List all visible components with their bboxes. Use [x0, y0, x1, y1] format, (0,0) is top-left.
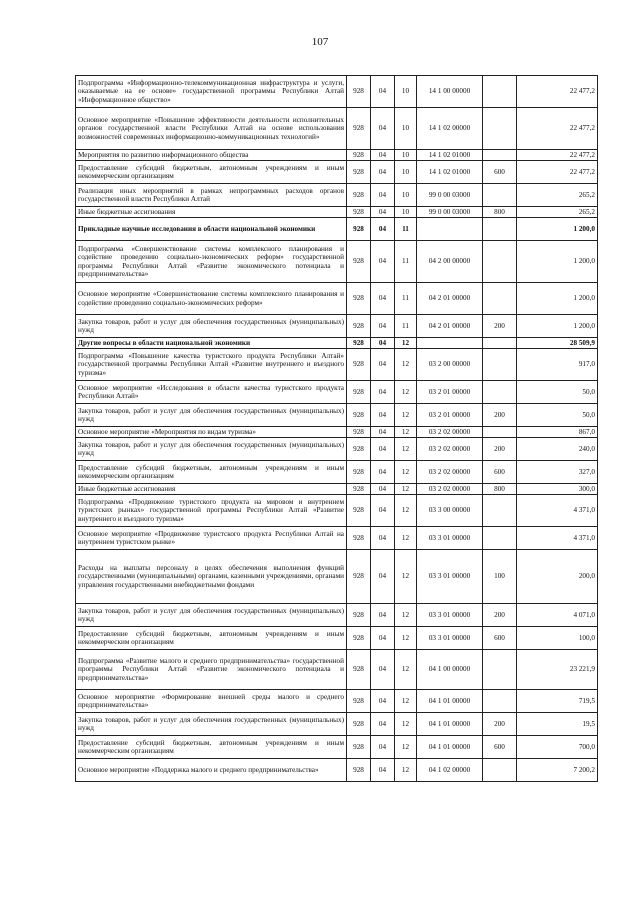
- cell-section-code: 04: [371, 150, 395, 161]
- cell-section-code: 04: [371, 604, 395, 627]
- cell-target-article: 03 2 02 00000: [417, 461, 483, 484]
- cell-department-code: 928: [347, 404, 371, 427]
- cell-section-code: 04: [371, 381, 395, 404]
- cell-subsection-code: 10: [395, 108, 417, 150]
- cell-amount: 867,0: [517, 427, 598, 438]
- cell-section-code: 04: [371, 527, 395, 550]
- table-row: [76, 338, 598, 349]
- cell-subsection-code: 12: [395, 349, 417, 381]
- cell-description: Подпрограмма «Продвижение туристского продукта на мировом и внутреннем туристских рынках» государственной программы Республики Алтай «Развитие внутреннего и въездного туризма»: [76, 495, 347, 527]
- table-row: [76, 381, 598, 404]
- cell-department-code: 928: [347, 690, 371, 713]
- table-row: [76, 759, 598, 782]
- cell-target-article: [417, 338, 483, 349]
- cell-department-code: 928: [347, 241, 371, 283]
- cell-expense-type: [483, 150, 517, 161]
- cell-subsection-code: 12: [395, 381, 417, 404]
- cell-description: Закупка товаров, работ и услуг для обеспечения государственных (муниципальных) нужд: [76, 713, 347, 736]
- cell-expense-type: [483, 283, 517, 315]
- cell-subsection-code: 10: [395, 207, 417, 218]
- cell-description: Расходы на выплаты персоналу в целях обеспечения выполнения функций государственными (муниципальными) органами, казенными учреждениями, органами управления государственными внебюджетными фондами: [76, 550, 347, 604]
- cell-subsection-code: 12: [395, 427, 417, 438]
- cell-department-code: 928: [347, 108, 371, 150]
- cell-subsection-code: 12: [395, 495, 417, 527]
- table-row: [76, 495, 598, 527]
- budget-table-body: [76, 76, 598, 782]
- cell-description: Предоставление субсидий бюджетным, автономным учреждениям и иным некоммерческим организациям: [76, 627, 347, 650]
- cell-expense-type: [483, 108, 517, 150]
- table-row: [76, 690, 598, 713]
- cell-subsection-code: 12: [395, 690, 417, 713]
- cell-target-article: 03 3 00 00000: [417, 495, 483, 527]
- cell-section-code: 04: [371, 759, 395, 782]
- cell-amount: 22 477,2: [517, 150, 598, 161]
- cell-target-article: 14 1 02 01000: [417, 161, 483, 184]
- table-row: [76, 161, 598, 184]
- cell-description: Подпрограмма «Информационно-телекоммуникационная инфраструктура и услуги, оказываемые на ее основе» государственной программы Республики Алтай «Информационное общество»: [76, 76, 347, 108]
- table-row: [76, 604, 598, 627]
- cell-subsection-code: 12: [395, 438, 417, 461]
- cell-target-article: 04 2 00 00000: [417, 241, 483, 283]
- budget-table: [75, 75, 598, 782]
- cell-subsection-code: 11: [395, 241, 417, 283]
- cell-department-code: 928: [347, 427, 371, 438]
- cell-amount: 719,5: [517, 690, 598, 713]
- table-row: [76, 650, 598, 690]
- cell-section-code: 04: [371, 161, 395, 184]
- cell-description: Подпрограмма «Развитие малого и среднего предпринимательства» государственной программы Республики Алтай «Развитие экономического потенциала и предпринимательства»: [76, 650, 347, 690]
- cell-description: Другие вопросы в области национальной экономики: [76, 338, 347, 349]
- cell-amount: 1 200,0: [517, 241, 598, 283]
- cell-target-article: 03 2 01 00000: [417, 404, 483, 427]
- table-row: [76, 207, 598, 218]
- cell-description: Предоставление субсидий бюджетным, автономным учреждениям и иным некоммерческим организациям: [76, 736, 347, 759]
- cell-subsection-code: 10: [395, 76, 417, 108]
- cell-expense-type: 800: [483, 484, 517, 495]
- cell-amount: 19,5: [517, 713, 598, 736]
- cell-section-code: 04: [371, 550, 395, 604]
- cell-amount: 1 200,0: [517, 218, 598, 241]
- cell-description: Основное мероприятие «Повышение эффективности деятельности исполнительных органов государственной власти Республики Алтай на основе использования возможностей современных информационно-коммуникационных технологий»: [76, 108, 347, 150]
- cell-amount: 1 200,0: [517, 315, 598, 338]
- cell-expense-type: 600: [483, 736, 517, 759]
- cell-target-article: 03 2 00 00000: [417, 349, 483, 381]
- cell-expense-type: [483, 218, 517, 241]
- cell-department-code: 928: [347, 495, 371, 527]
- cell-target-article: 04 1 01 00000: [417, 690, 483, 713]
- cell-target-article: 99 0 00 03000: [417, 184, 483, 207]
- cell-expense-type: 200: [483, 404, 517, 427]
- cell-expense-type: 100: [483, 550, 517, 604]
- cell-section-code: 04: [371, 736, 395, 759]
- cell-subsection-code: 11: [395, 315, 417, 338]
- cell-description: Основное мероприятие «Совершенствование системы комплексного планирования и содействие проведению социально-экономических реформ»: [76, 283, 347, 315]
- cell-description: Закупка товаров, работ и услуг для обеспечения государственных (муниципальных) нужд: [76, 404, 347, 427]
- cell-department-code: 928: [347, 76, 371, 108]
- cell-subsection-code: 12: [395, 627, 417, 650]
- table-row: [76, 349, 598, 381]
- cell-target-article: 03 3 01 00000: [417, 627, 483, 650]
- page-number: 107: [311, 36, 329, 48]
- table-row: [76, 404, 598, 427]
- cell-description: Реализация иных мероприятий в рамках непрограммных расходов органов государственной власти Республики Алтай: [76, 184, 347, 207]
- cell-amount: 4 071,0: [517, 604, 598, 627]
- cell-department-code: 928: [347, 349, 371, 381]
- cell-expense-type: 200: [483, 438, 517, 461]
- cell-expense-type: [483, 184, 517, 207]
- cell-section-code: 04: [371, 108, 395, 150]
- cell-description: Иные бюджетные ассигнования: [76, 207, 347, 218]
- table-row: [76, 76, 598, 108]
- cell-target-article: 03 2 02 00000: [417, 427, 483, 438]
- cell-department-code: 928: [347, 315, 371, 338]
- table-row: [76, 150, 598, 161]
- cell-section-code: 04: [371, 338, 395, 349]
- cell-department-code: 928: [347, 604, 371, 627]
- cell-amount: 917,0: [517, 349, 598, 381]
- cell-description: Закупка товаров, работ и услуг для обеспечения государственных (муниципальных) нужд: [76, 438, 347, 461]
- cell-amount: 22 477,2: [517, 76, 598, 108]
- cell-description: Подпрограмма «Повышение качества туристского продукта Республики Алтай» государственной программы Республики Алтай «Развитие внутреннего и въездного туризма»: [76, 349, 347, 381]
- cell-subsection-code: 12: [395, 461, 417, 484]
- table-row: [76, 283, 598, 315]
- cell-section-code: 04: [371, 241, 395, 283]
- cell-section-code: 04: [371, 315, 395, 338]
- cell-description: Предоставление субсидий бюджетным, автономным учреждениям и иным некоммерческим организациям: [76, 161, 347, 184]
- cell-subsection-code: 12: [395, 404, 417, 427]
- cell-target-article: 03 2 02 00000: [417, 484, 483, 495]
- cell-description: Прикладные научные исследования в области национальной экономики: [76, 218, 347, 241]
- cell-expense-type: [483, 427, 517, 438]
- cell-department-code: 928: [347, 381, 371, 404]
- table-row: [76, 713, 598, 736]
- cell-target-article: 14 1 02 01000: [417, 150, 483, 161]
- cell-section-code: 04: [371, 627, 395, 650]
- table-row: [76, 461, 598, 484]
- cell-amount: 22 477,2: [517, 108, 598, 150]
- cell-target-article: 03 2 01 00000: [417, 381, 483, 404]
- cell-description: Основное мероприятие «Продвижение туристского продукта Республики Алтай на внутреннем туристском рынке»: [76, 527, 347, 550]
- cell-subsection-code: 12: [395, 759, 417, 782]
- cell-department-code: 928: [347, 650, 371, 690]
- cell-department-code: 928: [347, 438, 371, 461]
- cell-department-code: 928: [347, 713, 371, 736]
- cell-target-article: 99 0 00 03000: [417, 207, 483, 218]
- cell-target-article: 03 3 01 00000: [417, 527, 483, 550]
- cell-target-article: [417, 218, 483, 241]
- cell-description: Мероприятия по развитию информационного общества: [76, 150, 347, 161]
- cell-amount: 4 371,0: [517, 495, 598, 527]
- cell-department-code: 928: [347, 283, 371, 315]
- cell-section-code: 04: [371, 218, 395, 241]
- cell-target-article: 14 1 02 00000: [417, 108, 483, 150]
- cell-expense-type: 600: [483, 461, 517, 484]
- cell-target-article: 04 1 01 00000: [417, 736, 483, 759]
- cell-department-code: 928: [347, 150, 371, 161]
- cell-target-article: 04 1 01 00000: [417, 713, 483, 736]
- cell-description: Основное мероприятие «Поддержка малого и среднего предпринимательства»: [76, 759, 347, 782]
- cell-section-code: 04: [371, 76, 395, 108]
- cell-department-code: 928: [347, 759, 371, 782]
- cell-expense-type: 200: [483, 713, 517, 736]
- table-row: [76, 627, 598, 650]
- cell-amount: 265,2: [517, 207, 598, 218]
- cell-section-code: 04: [371, 404, 395, 427]
- cell-expense-type: [483, 495, 517, 527]
- cell-expense-type: 800: [483, 207, 517, 218]
- cell-description: Закупка товаров, работ и услуг для обеспечения государственных (муниципальных) нужд: [76, 315, 347, 338]
- cell-expense-type: 600: [483, 161, 517, 184]
- cell-amount: 23 221,9: [517, 650, 598, 690]
- table-row: [76, 315, 598, 338]
- cell-subsection-code: 11: [395, 218, 417, 241]
- cell-target-article: 04 1 00 00000: [417, 650, 483, 690]
- table-row: [76, 108, 598, 150]
- cell-subsection-code: 10: [395, 161, 417, 184]
- cell-section-code: 04: [371, 650, 395, 690]
- cell-section-code: 04: [371, 427, 395, 438]
- cell-expense-type: [483, 650, 517, 690]
- table-row: [76, 218, 598, 241]
- cell-department-code: 928: [347, 527, 371, 550]
- table-row: [76, 527, 598, 550]
- cell-description: Подпрограмма «Совершенствование системы комплексного планирования и содействие проведению социально-экономических реформ» государственной программы Республики Алтай «Развитие экономического потенциала и предпринимательства»: [76, 241, 347, 283]
- cell-description: Основное мероприятие «Мероприятия по видам туризма»: [76, 427, 347, 438]
- cell-expense-type: [483, 241, 517, 283]
- table-row: [76, 484, 598, 495]
- cell-section-code: 04: [371, 461, 395, 484]
- cell-department-code: 928: [347, 338, 371, 349]
- cell-amount: 28 509,9: [517, 338, 598, 349]
- cell-amount: 327,0: [517, 461, 598, 484]
- cell-target-article: 03 3 01 00000: [417, 550, 483, 604]
- cell-description: Основное мероприятие «Исследования в области качества туристского продукта Республики Алтай»: [76, 381, 347, 404]
- cell-amount: 22 477,2: [517, 161, 598, 184]
- cell-subsection-code: 12: [395, 338, 417, 349]
- cell-subsection-code: 11: [395, 283, 417, 315]
- cell-expense-type: 200: [483, 315, 517, 338]
- table-row: [76, 184, 598, 207]
- cell-department-code: 928: [347, 627, 371, 650]
- table-row: [76, 427, 598, 438]
- cell-amount: 240,0: [517, 438, 598, 461]
- cell-expense-type: [483, 349, 517, 381]
- cell-section-code: 04: [371, 484, 395, 495]
- cell-amount: 200,0: [517, 550, 598, 604]
- cell-department-code: 928: [347, 550, 371, 604]
- cell-description: Иные бюджетные ассигнования: [76, 484, 347, 495]
- cell-section-code: 04: [371, 495, 395, 527]
- cell-subsection-code: 12: [395, 484, 417, 495]
- cell-section-code: 04: [371, 349, 395, 381]
- cell-subsection-code: 12: [395, 650, 417, 690]
- cell-subsection-code: 12: [395, 604, 417, 627]
- cell-amount: 50,0: [517, 404, 598, 427]
- cell-subsection-code: 10: [395, 150, 417, 161]
- cell-amount: 50,0: [517, 381, 598, 404]
- cell-expense-type: [483, 527, 517, 550]
- cell-amount: 300,0: [517, 484, 598, 495]
- cell-department-code: 928: [347, 207, 371, 218]
- cell-department-code: 928: [347, 461, 371, 484]
- cell-amount: 7 200,2: [517, 759, 598, 782]
- cell-expense-type: [483, 690, 517, 713]
- cell-department-code: 928: [347, 184, 371, 207]
- table-row: [76, 550, 598, 604]
- cell-amount: 4 371,0: [517, 527, 598, 550]
- cell-expense-type: [483, 759, 517, 782]
- cell-expense-type: [483, 76, 517, 108]
- cell-expense-type: [483, 338, 517, 349]
- cell-section-code: 04: [371, 207, 395, 218]
- cell-subsection-code: 12: [395, 736, 417, 759]
- cell-description: Предоставление субсидий бюджетным, автономным учреждениям и иным некоммерческим организациям: [76, 461, 347, 484]
- cell-amount: 265,2: [517, 184, 598, 207]
- cell-section-code: 04: [371, 713, 395, 736]
- cell-amount: 100,0: [517, 627, 598, 650]
- cell-section-code: 04: [371, 283, 395, 315]
- cell-expense-type: 600: [483, 627, 517, 650]
- cell-subsection-code: 12: [395, 550, 417, 604]
- cell-department-code: 928: [347, 484, 371, 495]
- cell-section-code: 04: [371, 690, 395, 713]
- table-row: [76, 736, 598, 759]
- cell-department-code: 928: [347, 161, 371, 184]
- table-row: [76, 241, 598, 283]
- cell-description: Закупка товаров, работ и услуг для обеспечения государственных (муниципальных) нужд: [76, 604, 347, 627]
- cell-section-code: 04: [371, 438, 395, 461]
- cell-subsection-code: 12: [395, 527, 417, 550]
- cell-expense-type: [483, 381, 517, 404]
- cell-target-article: 14 1 00 00000: [417, 76, 483, 108]
- cell-target-article: 03 3 01 00000: [417, 604, 483, 627]
- cell-amount: 700,0: [517, 736, 598, 759]
- cell-department-code: 928: [347, 218, 371, 241]
- cell-target-article: 04 2 01 00000: [417, 283, 483, 315]
- cell-expense-type: 200: [483, 604, 517, 627]
- cell-section-code: 04: [371, 184, 395, 207]
- table-row: [76, 438, 598, 461]
- cell-target-article: 04 2 01 00000: [417, 315, 483, 338]
- cell-subsection-code: 12: [395, 713, 417, 736]
- cell-target-article: 04 1 02 00000: [417, 759, 483, 782]
- cell-subsection-code: 10: [395, 184, 417, 207]
- cell-target-article: 03 2 02 00000: [417, 438, 483, 461]
- cell-amount: 1 200,0: [517, 283, 598, 315]
- cell-department-code: 928: [347, 736, 371, 759]
- cell-description: Основное мероприятие «Формирование внешней среды малого и среднего предпринимательства»: [76, 690, 347, 713]
